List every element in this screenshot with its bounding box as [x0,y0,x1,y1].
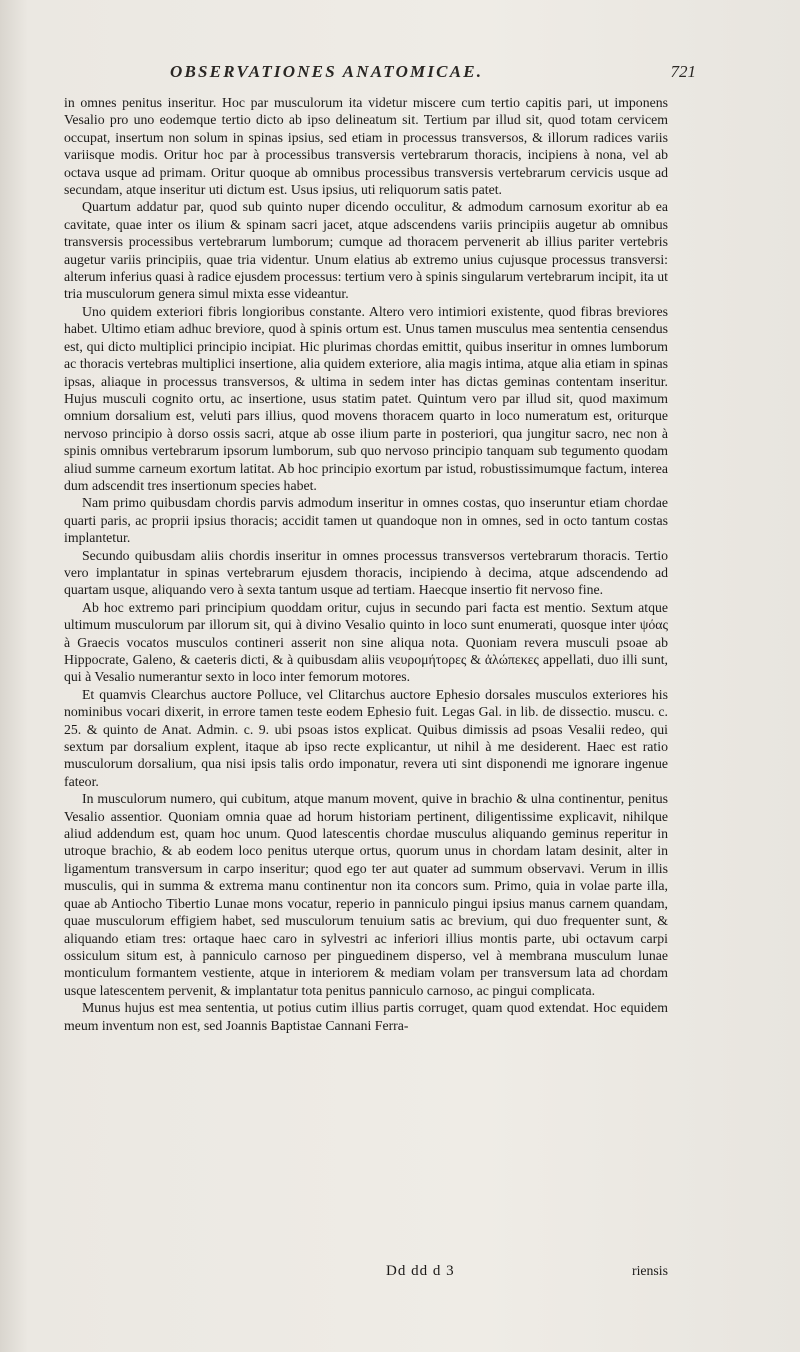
page-number: 721 [670,62,696,81]
running-title: OBSERVATIONES ANATOMICAE. [170,62,484,81]
paragraph: in omnes penitus inseritur. Hoc par musculorum ita videtur miscere cum tertio capitis pari, ut imponens Vesalio pro uno eodemque tertio dicto ab ipso delineatum sit. Tertium par illud sit, quod totam cervicem occupat, insertum non solum in spinas ipsius, sed etiam in processus transversos, & illorum radices variis variisque modis. Oritur hoc par à processibus transversis vertebrarum thoracis, incipiens à nona, vel ab octava usque ad primam. Oritur quoque ab omnibus processibus transversis vertebrarum cervicis usque ad secundam, atque inseritur uti dictum est. Usus ipsius, uti reliquorum satis patet. [64,95,668,198]
paragraph: Nam primo quibusdam chordis parvis admodum inseritur in omnes costas, quo inseruntur etiam chordae quarti paris, ac proprii ipsius thoracis; accidit tamen ut quandoque non in omnes, sed in octo tantum costas implantetur. [64,495,668,546]
catchword: riensis [631,1263,668,1278]
paragraph: Et quamvis Clearchus auctore Polluce, vel Clitarchus auctore Ephesio dorsales musculos exteriores his nominibus vocari dixerit, in errore tamen teste eodem Ephesio fuit. Legas Gal. in lib. de dissectio. muscu. c. 25. & quinto de Anat. Admin. c. 9. ubi psoas istos explicat. Quibus dimissis ad psoas Vesalii redeo, qui sextum par dorsalium explent, itaque ab ipso recte explicantur, ut nihil à me desiderent. Haec est ratio musculorum dorsalium, qua nisi ipsis talis ordo imponatur, revera uti sint disponendi me ignorare ingenue fateor. [64,686,668,789]
body-text [64,94,668,1034]
paragraph: Quartum addatur par, quod sub quinto nuper dicendo occulitur, & admodum carnosum exoritur ab ea cavitate, quae inter os ilium & spinam sacri jacet, atque adscendens variis principiis augetur ab omnibus transversis processibus vertebrarum lumborum; cumque ad thoracem pervenerit ab illius pariter vertebris augetur variis principiis, quae tria videntur. Unum elatius ab extremo unius cujusque processus transversi: alterum inferius quasi à radice ejusdem processus: tertium vero à spinis singularum vertebrarum incipit, ita ut tria musculorum genera simul mixta esse videantur. [64,199,668,302]
page-footer [64,1263,668,1283]
paragraph: Ab hoc extremo pari principium quoddam oritur, cujus in secundo pari facta est mentio. Sextum atque ultimum musculorum par illorum sit, qui à divino Vesalio quinto in loco sunt enumerati, quosque inter ψόας à Graecis vocatos musculos contineri asserit non sine aliqua nota. Quoniam revera musculi psoae ab Hippocrate, Galeno, & caeteris dicti, & à quibusdam aliis νευρομήτορες & ἀλώπεκες appellati, duo illi sunt, qui à Vesalio numerantur sexto in loco inter femorum motores. [64,599,668,685]
paragraph: In musculorum numero, qui cubitum, atque manum movent, quive in brachio & ulna continentur, penitus Vesalio assentior. Quoniam omnia quae ad horum historiam pertinent, diligentissime explicavit, nihilque aliud addendum est, quam hoc unum. Quod latescentis chordae musculus aliquando geminus reperitur in utroque brachio, & ab eodem loco penitus uterque ortus, quorum unus in chordam latam desinit, alter in ligamentum transversum in carpo inseritur; quod ego ter aut quater ad summum observavi. Verum in illis musculis, qui in summa & extrema manu continentur non ita concors sum. Primo, quia in volae parte illa, quae ab Antiocho Tibertio Lunae mons vocatur, reperio in panniculo pingui ipsius manus carnem quandam, quae musculorum effigiem habet, sed musculorum tenuium satis ac brevium, qui duo frequenter sunt, & aliquando etiam tres: ortaque haec caro in sylvestri ac inferiori illius montis parte, ubi octavum carpi ossiculum situm est, à panniculo carnoso per pinguedinem dispersо, vel à membrana musculum lunae monticulum formantem vestiente, atque in interiorem & mediam volam per transversum lata ad chordam usque latescentem pervenit, & implantatur tota penitus panniculo carnoso, ac pingui complicata. [64,791,668,998]
paragraph: Secundo quibusdam aliis chordis inseritur in omnes processus transversos vertebrarum thoracis. Tertio vero implantatur in spinas vertebrarum ejusdem thoracis, incipiendo à decima, atque adscendendo ad quartam usque, aliquando vero à sexta tantum usque ad tertiam. Haecque insertio fit nervoso fine. [64,547,668,598]
paragraph: Munus hujus est mea sententia, ut potius cutim illius partis corruget, quam quod extendat. Hoc equidem meum inventum non est, sed Joannis Baptistae Cannani Ferra- [64,1000,668,1033]
paragraph: Uno quidem exteriori fibris longioribus constante. Altero vero intimiori existente, quod fibras breviores habet. Ultimo etiam adhuc breviore, quod à spinis ortum est. Unus tamen musculus mea sententia censendus est, qui dicto multiplici principio incipiat. Hic plurimas chordas emittit, quibus inseritur in omnes lumborum ac thoracis vertebras multiplici insertione, alia quidem exteriore, alia magis intima, atque alia etiam in spinas ipsas, aliaque in processus transversos, & ultima in sedem inter has dictas geminas contentam inseritur. Hujus musculi cognito ortu, ac insertione, usus statim patet. Quintum vero par illud sit, quod maximum omnium dorsalium est, veluti pars illius, quod movens thoracem quarto in loco numeratum est, oriturque nervoso principio à dorso ossis sacri, atque ab osse ilium parte in posteriori, qua jungitur sacro, nec non à spinis omnibus vertebrarum ipsorum lumborum, sub quo nervoso principio tanquam sub tegumento quodam aliud summe carneum exortum latitat. Ab hoc principio exortum par istud, robustissimumque factum, interea dum adscendit tres insertionum species habet. [64,303,668,493]
page-header [60,62,696,84]
signature-mark: Dd dd d 3 [386,1263,455,1279]
